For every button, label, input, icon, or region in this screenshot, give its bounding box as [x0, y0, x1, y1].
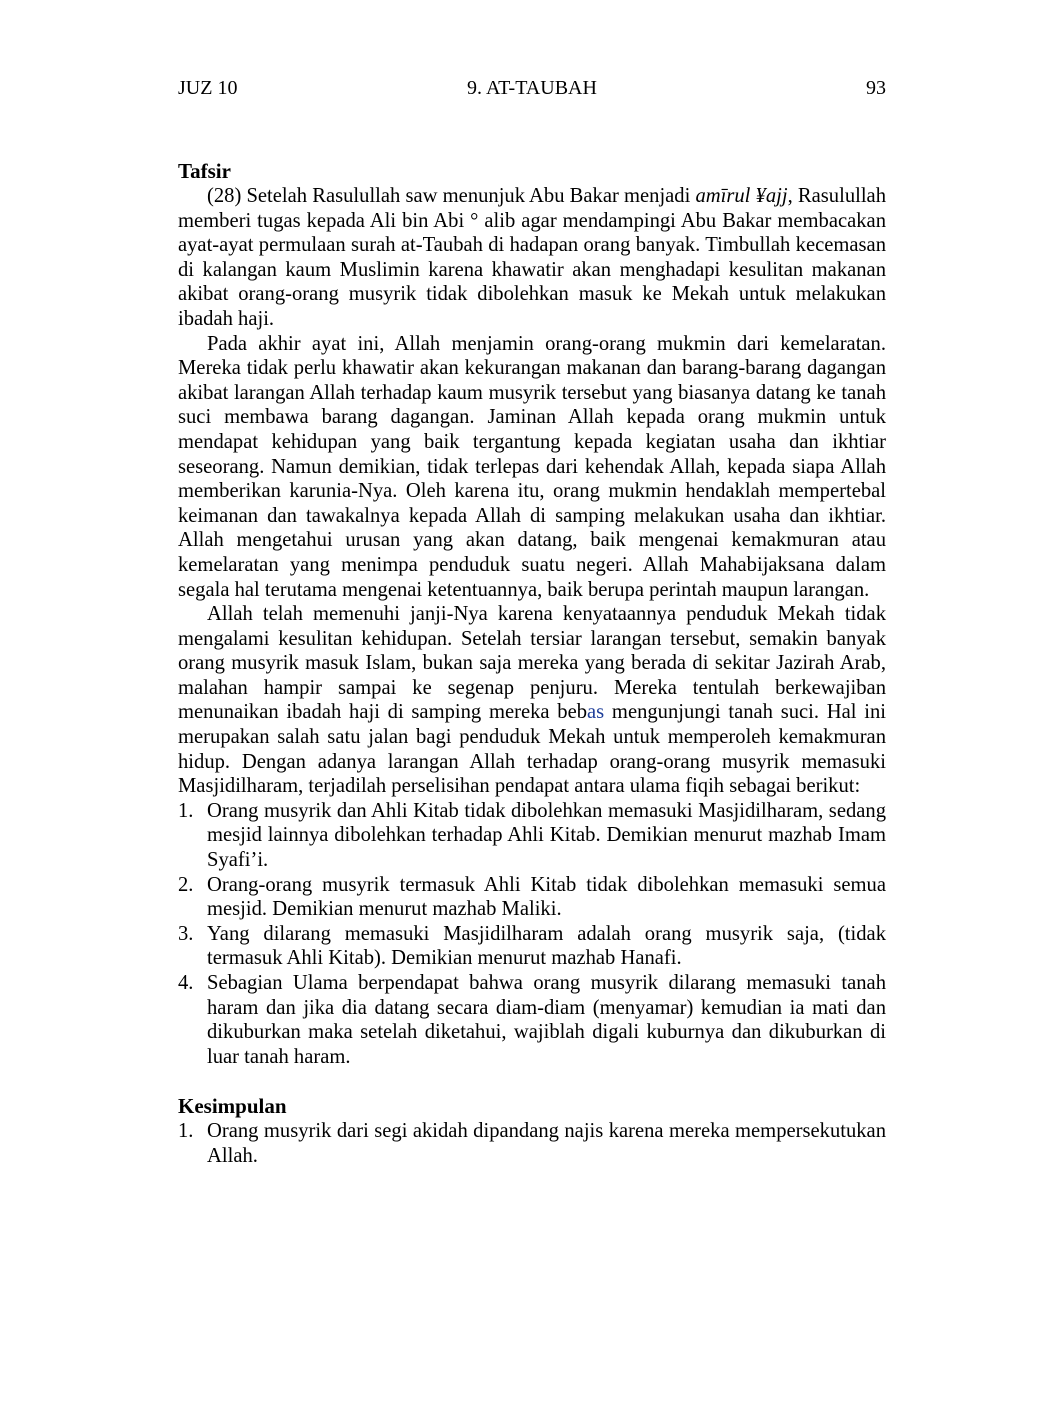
running-header — [178, 74, 886, 102]
kesimpulan-list — [178, 1119, 886, 1168]
tafsir-p3-blue-text: as — [587, 701, 605, 724]
list-item-text: Yang dilarang memasuki Masjidilharam adalah orang musyrik saja, (tidak termasuk Ahli Kitab). Demikian menurut mazhab Hanafi. — [207, 922, 886, 970]
tafsir-heading: Tafsir — [178, 159, 231, 183]
tafsir-p1-text-a: (28) Setelah Rasulullah saw menunjuk Abu Bakar menjadi — [207, 185, 696, 207]
tafsir-p3-text-b: mengunjungi tanah suci. Hal ini merupakan salah satu jalan bagi penduduk Mekah untuk memperoleh kemakmuran hidup. Dengan adanya larangan Allah terhadap orang-orang musyrik memasuki Masjidilharam, terjadilah perselisihan pendapat antara ulama fiqih sebagai berikut: — [178, 701, 886, 798]
list-item — [178, 873, 886, 922]
list-item-number: 4. — [178, 972, 194, 994]
juz-label: JUZ 10 — [178, 77, 238, 99]
list-item-text: Sebagian Ulama berpendapat bahwa orang musyrik dilarang memasuki tanah haram dan jika dia datang secara diam-diam (menyamar) kemudian ia mati dan dikuburkan maka setelah diketahui, wajiblah digali kuburnya dan dikuburkan di luar tanah haram. — [207, 972, 886, 1068]
section-gap — [178, 1069, 886, 1093]
list-item — [178, 1119, 886, 1168]
tafsir-paragraph-2: Pada akhir ayat ini, Allah menjamin orang-orang mukmin dari kemelaratan. Mereka tidak perlu khawatir akan kekurangan makanan dan barang-barang dagangan akibat larangan Allah terhadap kaum musyrik tersebut yang biasanya datang ke tanah suci membawa barang dagangan. Jaminan Allah kepada orang mukmin untuk mendapat kehidupan yang baik tergantung kepada kegiatan usaha dan ikhtiar seseorang. Namun demikian, tidak terlepas dari kehendak Allah, kepada siapa Allah memberikan karunia-Nya. Oleh karena itu, orang mukmin hendaklah mempertebal keimanan dan tawakalnya kepada Allah di samping melakukan usaha dan ikhtiar. Allah mengetahui urusan yang akan datang, baik mengenai kemakmuran atau kemelaratan yang menimpa penduduk suatu negeri. Allah Mahabijaksana dalam segala hal terutama mengenai ketentuannya, baik berupa perintah maupun larangan. — [178, 332, 886, 601]
list-item-number: 3. — [178, 922, 194, 945]
page-body — [178, 158, 886, 1169]
kesimpulan-heading: Kesimpulan — [178, 1094, 287, 1119]
tafsir-p1-italic-term: amīrul ¥ajj — [695, 185, 788, 207]
list-item-number: 1. — [178, 1120, 194, 1143]
list-item-text: Orang musyrik dari segi akidah dipandang najis karena mereka mempersekutukan Allah. — [207, 1120, 886, 1167]
page-number: 93 — [866, 77, 886, 99]
tafsir-p3-text-a: Allah telah memenuhi janji-Nya karena kenyataannya penduduk Mekah tidak mengalami kesulitan kehidupan. Setelah tersiar larangan tersebut, semakin banyak orang musyrik masuk Islam, bukan saja mereka yang berada di sekitar Jazirah Arab, malahan hampir sampai ke segenap penjuru. Mereka tentulah berkewajiban menunaikan ibadah haji di samping mereka beb — [178, 603, 886, 724]
tafsir-p1-text-b: , Rasulullah memberi tugas kepada Ali bin Abi ° alib agar mendampingi Abu Bakar membacakan ayat-ayat permulaan surah at-Taubah di hadapan orang banyak. Timbullah kecemasan di kalangan kaum Muslimin karena khawatir akan menghadapi kesulitan makanan akibat orang-orang musyrik tidak dibolehkan masuk ke Mekah untuk melakukan ibadah haji. — [178, 185, 886, 330]
ulama-opinions-list — [178, 799, 886, 1070]
tafsir-paragraph-1 — [178, 184, 886, 332]
list-item — [178, 971, 886, 1069]
tafsir-paragraph-3 — [178, 602, 886, 799]
list-item-text: Orang musyrik dan Ahli Kitab tidak dibolehkan memasuki Masjidilharam, sedang mesjid lainnya dibolehkan terhadap Ahli Kitab. Demikian menurut mazhab Imam Syafi’i. — [207, 799, 886, 872]
chapter-title: 9. AT-TAUBAH — [467, 77, 597, 99]
list-item-text: Orang-orang musyrik termasuk Ahli Kitab tidak dibolehkan memasuki semua mesjid. Demikian menurut mazhab Maliki. — [207, 873, 886, 921]
list-item-number: 1. — [178, 799, 194, 822]
list-item-number: 2. — [178, 873, 194, 896]
list-item — [178, 799, 886, 873]
list-item — [178, 922, 886, 971]
